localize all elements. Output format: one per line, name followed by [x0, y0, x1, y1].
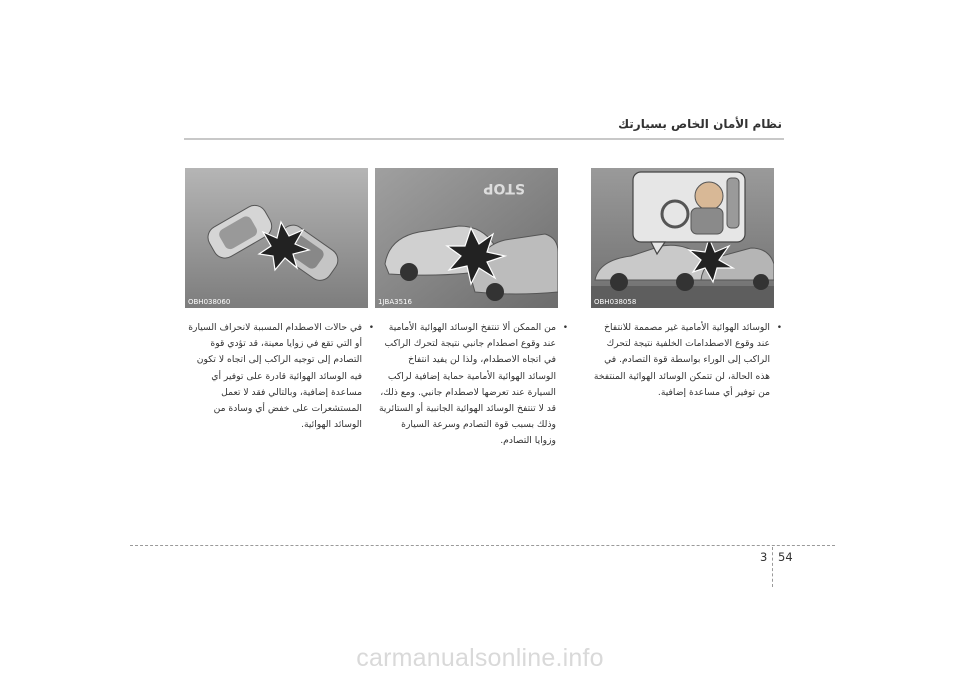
text-column-side: [378, 320, 568, 450]
svg-text:STOP: STOP: [483, 180, 525, 196]
illustration-rear-collision: [591, 168, 774, 308]
text-column-angled: [184, 320, 374, 433]
header-divider: [184, 138, 784, 140]
footer-page-separator: [772, 547, 773, 587]
page-header-title: نظام الأمان الخاص بسيارتك: [618, 117, 782, 131]
chapter-number: 3: [760, 550, 768, 564]
page-number: 54: [778, 550, 793, 564]
figure-code: OBH038058: [594, 298, 637, 306]
footer-divider: [130, 545, 835, 546]
paragraph: في حالات الاصطدام المسببة لانحراف السيارة أو التي تقع في زوايا معينة، قد تؤدي قوة التصادم إلى توجيه الراكب إلى اتجاه لا تكون فيه الوسائد الهوائية قادرة على توفير أي مساعدة إضافية، وبالتالي فقد لا تعمل المستشعرات على خفض أي وسادة من الوسائد الهوائية.: [188, 322, 362, 431]
bullet-icon: •: [368, 323, 374, 333]
paragraph: من الممكن ألا تنتفخ الوسائد الهوائية الأمامية عند وقوع اصطدام جانبي نتيجة لتحرك الراكب في اتجاه الاصطدام، ولذا لن يفيد انتفاخ الوسائد الهوائية الأمامية حماية إضافية لراكب السيارة عند تعرضها لاصطدام جانبي. ومع ذلك، قد لا تنتفخ الوسائد الهوائية الجانبية أو الستائرية وذلك بسبب قوة التصادم وسرعة السيارة وزوايا التصادم.: [378, 322, 556, 447]
text-column-rear: [592, 320, 782, 401]
figure-code: OBH038060: [188, 298, 231, 306]
paragraph: الوسائد الهوائية الأمامية غير مصممة للانتفاخ عند وقوع الاصطدامات الخلفية نتيجة لتحرك الراكب إلى الوراء بواسطة قوة التصادم. في هذه الحالة، لن تتمكن الوسائد الهوائية المنتفخة من توفير أي مساعدة إضافية.: [593, 322, 770, 398]
watermark: carmanualsonline.info: [356, 644, 604, 672]
illustration-angled-collision: [185, 168, 368, 308]
illustration-side-collision: [375, 168, 558, 308]
bullet-icon: •: [562, 323, 568, 333]
figure-code: 1JBA3516: [378, 298, 412, 306]
bullet-icon: •: [776, 323, 782, 333]
